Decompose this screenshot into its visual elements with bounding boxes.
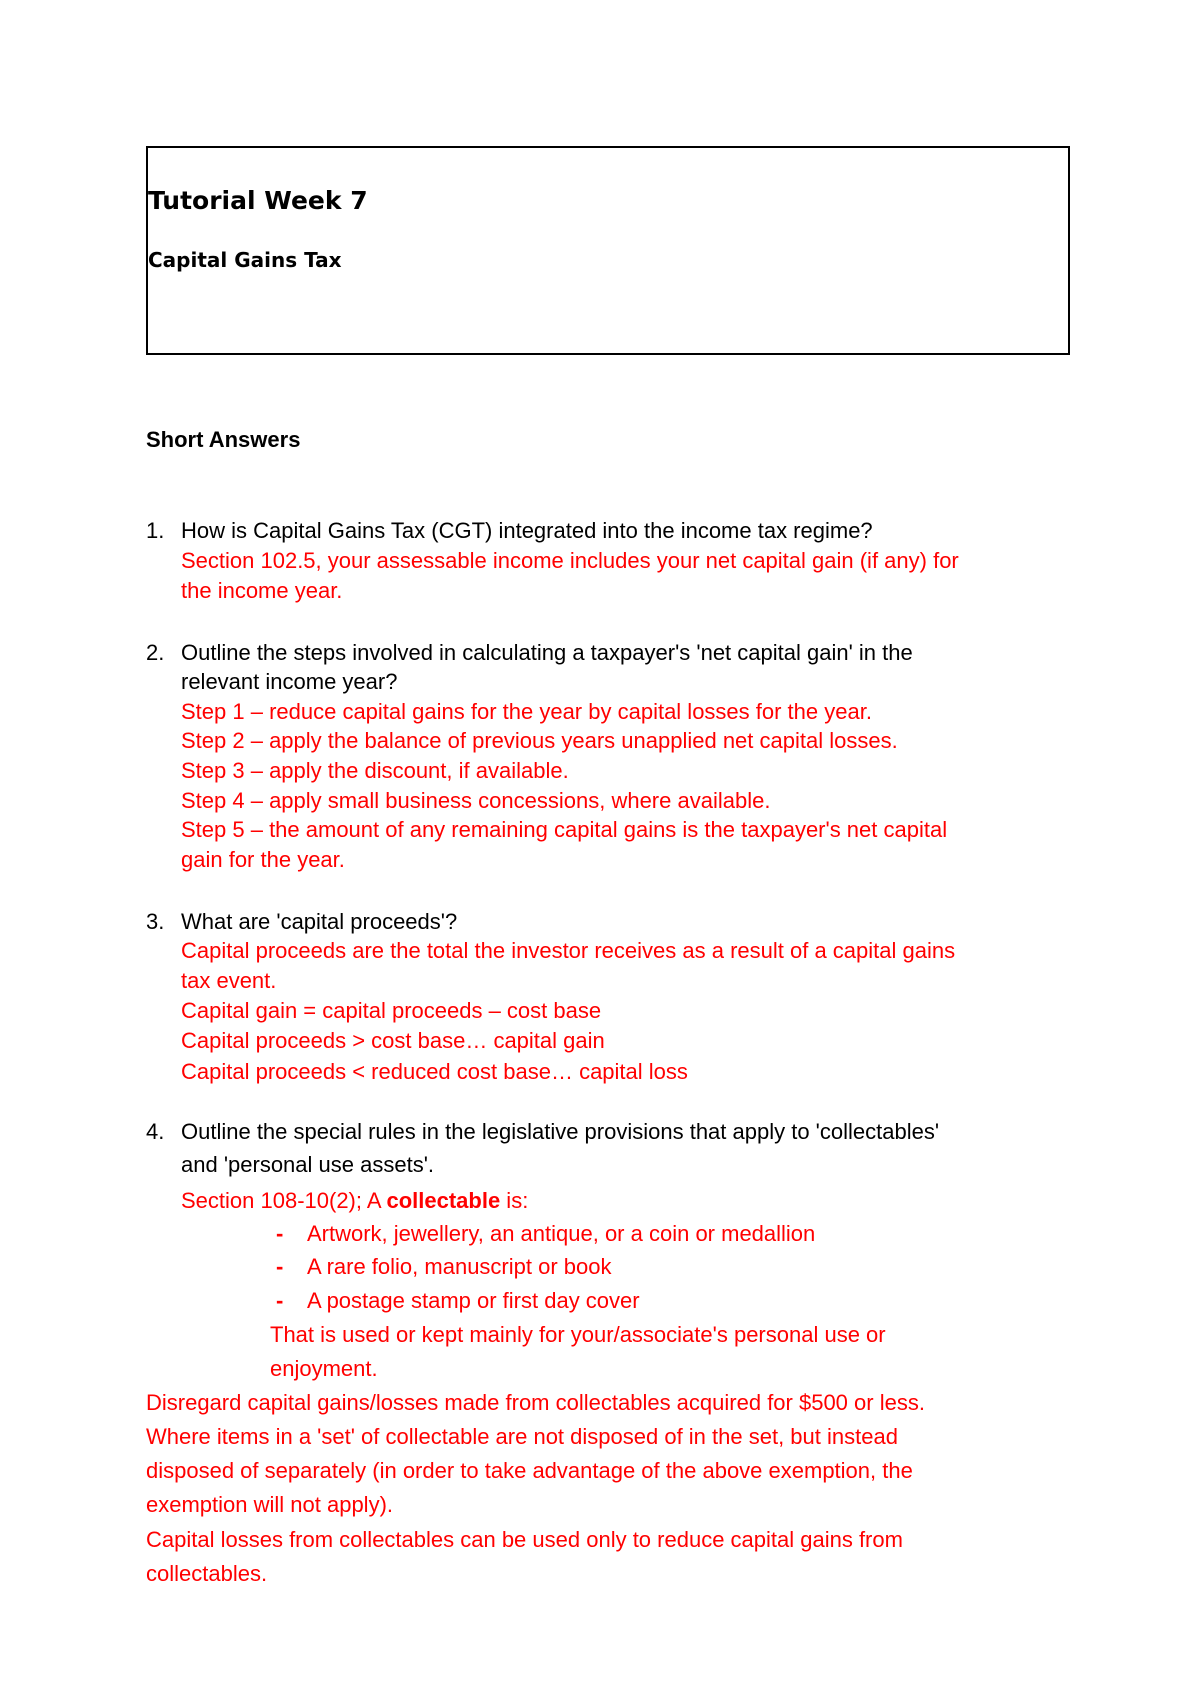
question-number: 3. [146, 909, 165, 934]
question-number: 2. [146, 640, 165, 665]
question-text: How is Capital Gains Tax (CGT) integrated into the income tax regime? [181, 518, 873, 543]
bullet-item: A rare folio, manuscript or book [307, 1254, 612, 1279]
document-subtitle: Capital Gains Tax [148, 248, 342, 272]
question-text: What are 'capital proceeds'? [181, 909, 458, 934]
answer-line: the income year. [181, 578, 343, 603]
answer-line: Step 1 – reduce capital gains for the year by capital losses for the year. [181, 699, 872, 724]
note-line: exemption will not apply). [146, 1492, 394, 1517]
section-heading: Short Answers [146, 427, 301, 452]
bullet-marker: - [276, 1288, 284, 1313]
question-number: 1. [146, 518, 165, 543]
note-line: collectables. [146, 1561, 268, 1586]
definition-prefix: Section 108-10(2); A [181, 1188, 387, 1213]
definition-term: collectable [386, 1188, 501, 1213]
bullet-marker: - [276, 1254, 284, 1279]
answer-line: Step 3 – apply the discount, if available. [181, 758, 569, 783]
answer-line: Section 102.5, your assessable income includes your net capital gain (if any) for [181, 548, 959, 573]
question-text: Outline the special rules in the legislative provisions that apply to 'collectables' [181, 1119, 940, 1144]
bullet-item: Artwork, jewellery, an antique, or a coin or medallion [307, 1221, 816, 1246]
title-box [146, 146, 1070, 355]
note-line: disposed of separately (in order to take advantage of the above exemption, the [146, 1458, 913, 1483]
answer-line: Capital proceeds > cost base… capital gain [181, 1028, 605, 1053]
question-text: relevant income year? [181, 669, 398, 694]
document-title: Tutorial Week 7 [148, 186, 368, 215]
question-text: Outline the steps involved in calculating a taxpayer's 'net capital gain' in the [181, 640, 913, 665]
answer-line: gain for the year. [181, 847, 345, 872]
definition-suffix: is: [500, 1188, 529, 1213]
bullet-marker: - [276, 1221, 284, 1246]
note-line: Where items in a 'set' of collectable are not disposed of in the set, but instead [146, 1424, 898, 1449]
question-number: 4. [146, 1119, 165, 1144]
question-text: and 'personal use assets'. [181, 1152, 434, 1177]
answer-line: Step 2 – apply the balance of previous years unapplied net capital losses. [181, 728, 898, 753]
note-line: Disregard capital gains/losses made from collectables acquired for $500 or less. [146, 1390, 925, 1415]
condition-line: That is used or kept mainly for your/associate's personal use or [270, 1322, 886, 1347]
answer-line: Capital gain = capital proceeds – cost base [181, 998, 602, 1023]
answer-line: Step 5 – the amount of any remaining capital gains is the taxpayer's net capital [181, 817, 948, 842]
answer-line: Capital proceeds < reduced cost base… capital loss [181, 1059, 688, 1084]
bullet-item: A postage stamp or first day cover [307, 1288, 640, 1313]
answer-line: Step 4 – apply small business concessions, where available. [181, 788, 771, 813]
condition-line: enjoyment. [270, 1356, 378, 1381]
collectable-definition [181, 1188, 528, 1214]
answer-line: tax event. [181, 968, 277, 993]
note-line: Capital losses from collectables can be used only to reduce capital gains from [146, 1527, 903, 1552]
answer-line: Capital proceeds are the total the investor receives as a result of a capital gains [181, 938, 956, 963]
